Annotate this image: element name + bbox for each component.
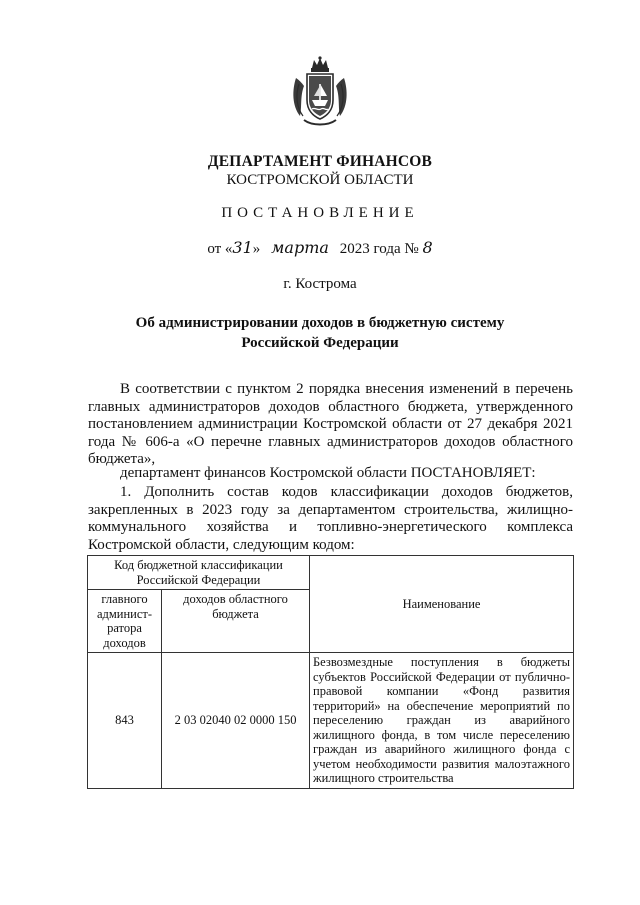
handwritten-day: 31 bbox=[232, 238, 253, 257]
handwritten-number: 8 bbox=[422, 238, 433, 257]
header-name: Наименование bbox=[310, 556, 574, 653]
budget-codes-table bbox=[87, 555, 574, 789]
subject-line-1: Об администрировании доходов в бюджетную систему bbox=[135, 315, 505, 331]
handwritten-month: марта bbox=[271, 238, 329, 257]
region-subtitle: КОСТРОМСКОЙ ОБЛАСТИ bbox=[226, 172, 414, 188]
date-middle: » bbox=[252, 241, 261, 257]
table-row bbox=[88, 653, 574, 789]
city-line: г. Кострома bbox=[283, 276, 357, 292]
header-budget-classification-code: Код бюджетной классификации Российской Федерации bbox=[88, 556, 310, 590]
cell-admin-code: 843 bbox=[88, 653, 162, 789]
header-regional-budget-income: доходов областного бюджета bbox=[162, 590, 310, 653]
date-year: 2023 года № bbox=[339, 241, 419, 257]
subject-line-2: Российской Федерации bbox=[241, 335, 399, 351]
paragraph-resolves: департамент финансов Костромской области ПОСТАНОВЛЯЕТ: bbox=[120, 465, 536, 481]
date-prefix: от « bbox=[207, 241, 233, 257]
subject-heading bbox=[0, 313, 640, 353]
date-line bbox=[0, 238, 640, 258]
cell-income-code: 2 03 02040 02 0000 150 bbox=[162, 653, 310, 789]
document-type-heading: ПОСТАНОВЛЕНИЕ bbox=[221, 205, 419, 221]
cell-income-name: Безвозмездные поступления в бюджеты субъектов Российской Федерации от публично-правовой компании «Фонд развития территорий» на обеспечение мероприятий по переселению граждан из аварийного жилищного фонда, в том числе переселению граждан из аварийного жилищного фонда с учетом необходимости развития малоэтажного жилищного строительства bbox=[310, 653, 574, 789]
paragraph-item-1: 1. Дополнить состав кодов классификации доходов бюджетов, закрепленных в 2023 году за департаментом строительства, жилищно-коммунального хозяйства и топливно-энергетического комплекса Костромской области, следующим кодом: bbox=[88, 484, 573, 553]
paragraph-preamble: В соответствии с пунктом 2 порядка внесения изменений в перечень главных администраторов доходов областного бюджета, утвержденного постановлением администрации Костромской области от 27 декабря 2021 года № 606-а «О перечне главных администраторов доходов областного бюджета», bbox=[88, 381, 573, 467]
header-main-administrator: главного админист-ратора доходов bbox=[88, 590, 162, 653]
coat-of-arms-emblem bbox=[290, 56, 350, 128]
department-title: ДЕПАРТАМЕНТ ФИНАНСОВ bbox=[207, 153, 433, 170]
table-header-row-1 bbox=[88, 556, 574, 590]
